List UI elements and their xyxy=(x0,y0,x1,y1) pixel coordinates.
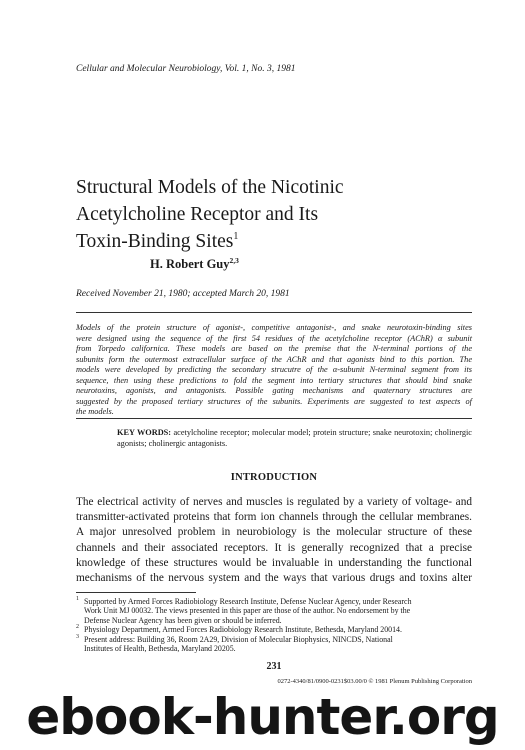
footnote-line: Present address: Building 36, Room 2A29, Division of Molecular Biophysics, NINCDS, National xyxy=(84,634,393,644)
footnote-line: Work Unit MJ 00032. The views presented in this paper are those of the author. No endorsement by the xyxy=(84,606,411,616)
body-line: A major unresolved problem in neurobiology is the molecular structure of these xyxy=(76,526,472,539)
body-line: knowledge of these structures would be invaluable in understanding the functional xyxy=(76,556,472,569)
footnote-mark: 1 xyxy=(76,596,79,602)
footnote-2 xyxy=(76,625,472,634)
abstract-bottom-rule xyxy=(76,418,472,419)
title-footnote-mark: 1 xyxy=(233,231,239,242)
footnotes xyxy=(76,597,472,653)
page-number: 231 xyxy=(266,661,282,672)
abstract xyxy=(76,323,472,418)
abstract-line: subunits form the outermost extracellular surface of the AChR and that agonists bind to this portion. The xyxy=(76,354,472,364)
abstract-top-rule xyxy=(76,312,472,313)
body-line: transmitter-activated proteins that form ion channels through the cellular membranes. xyxy=(76,511,472,524)
body-line: The electrical activity of nerves and muscles is regulated by a variety of voltage- and xyxy=(76,496,472,508)
author-line xyxy=(150,257,239,272)
abstract-line: models were developed by predicting the secondary strucutre of the α-subunit N-terminal segment from its xyxy=(76,365,472,374)
footnote-mark: 3 xyxy=(76,633,79,640)
section-heading: INTRODUCTION xyxy=(230,472,318,483)
keywords-label: KEY WORDS: xyxy=(117,428,172,437)
title-line-text: Toxin-Binding Sites xyxy=(76,231,234,252)
journal-citation: Cellular and Molecular Neurobiology, Vol. 1, No. 3, 1981 xyxy=(76,64,296,74)
author-name: H. Robert Guy xyxy=(150,257,230,271)
footnote-line: Defense Nuclear Agency has been given or should be inferred. xyxy=(84,615,282,625)
title-line: Structural Models of the Nicotinic xyxy=(76,177,344,198)
footnote-3 xyxy=(76,635,472,654)
footnote-line: Supported by Armed Forces Radiobiology Research Institute, Defense Nuclear Agency, under Research xyxy=(84,597,412,606)
author-affiliation-marks: 2,3 xyxy=(229,256,239,265)
footnote-1 xyxy=(76,597,472,625)
footnote-rule xyxy=(76,592,196,593)
footnote-line: Institutes of Health, Bethesda, Maryland 20205. xyxy=(84,644,236,654)
keywords-text: acetylcholine receptor; molecular model; protein structure; snake neurotoxin; cholinergic agonists; cholinergic antagonists. xyxy=(117,428,472,448)
footnote-mark: 2 xyxy=(76,624,79,631)
abstract-line: the models. xyxy=(76,407,114,416)
footnote-line: Physiology Department, Armed Forces Radiobiology Research Institute, Bethesda, Maryland 20014. xyxy=(84,625,402,635)
abstract-line: were designed using the sequence of the first 54 residues of the acetylcholine receptor (AChR) α subunit xyxy=(76,333,472,343)
article-title xyxy=(76,174,436,255)
abstract-line: neurotoxins, agonists, and antagonists. Possible gating mechanisms and quaternary structures are xyxy=(76,386,472,395)
watermark-text: ebook-hunter.org xyxy=(26,688,499,746)
copyright-line: 0272-4340/81/0900-0231$03.00/0 © 1981 Plenum Publishing Corporation xyxy=(277,678,472,685)
body-line: mechanisms of the nervous system and the ways that various drugs and toxins alter xyxy=(76,572,472,585)
abstract-line: sequence, then using these predictions to fold the segment into tertiary structures that should bind snake xyxy=(76,375,472,385)
received-dates: Received November 21, 1980; accepted March 20, 1981 xyxy=(76,289,290,299)
title-line xyxy=(76,228,436,255)
body-text xyxy=(76,495,472,586)
keywords xyxy=(117,428,472,449)
abstract-line: Models of the protein structure of agonist-, competitive antagonist-, and snake neurotoxin-binding sites xyxy=(76,323,472,332)
abstract-line: from Torpedo californica. These models are based on the premise that the N-terminal portions of the xyxy=(76,344,472,353)
title-line: Acetylcholine Receptor and Its xyxy=(76,204,319,225)
body-line: channels and their associated receptors. It is generally recognized that a precise xyxy=(76,541,472,554)
abstract-line: suggested by the proposed tertiary structures of the subunits. Experiments are suggested to test aspects of xyxy=(76,396,472,406)
